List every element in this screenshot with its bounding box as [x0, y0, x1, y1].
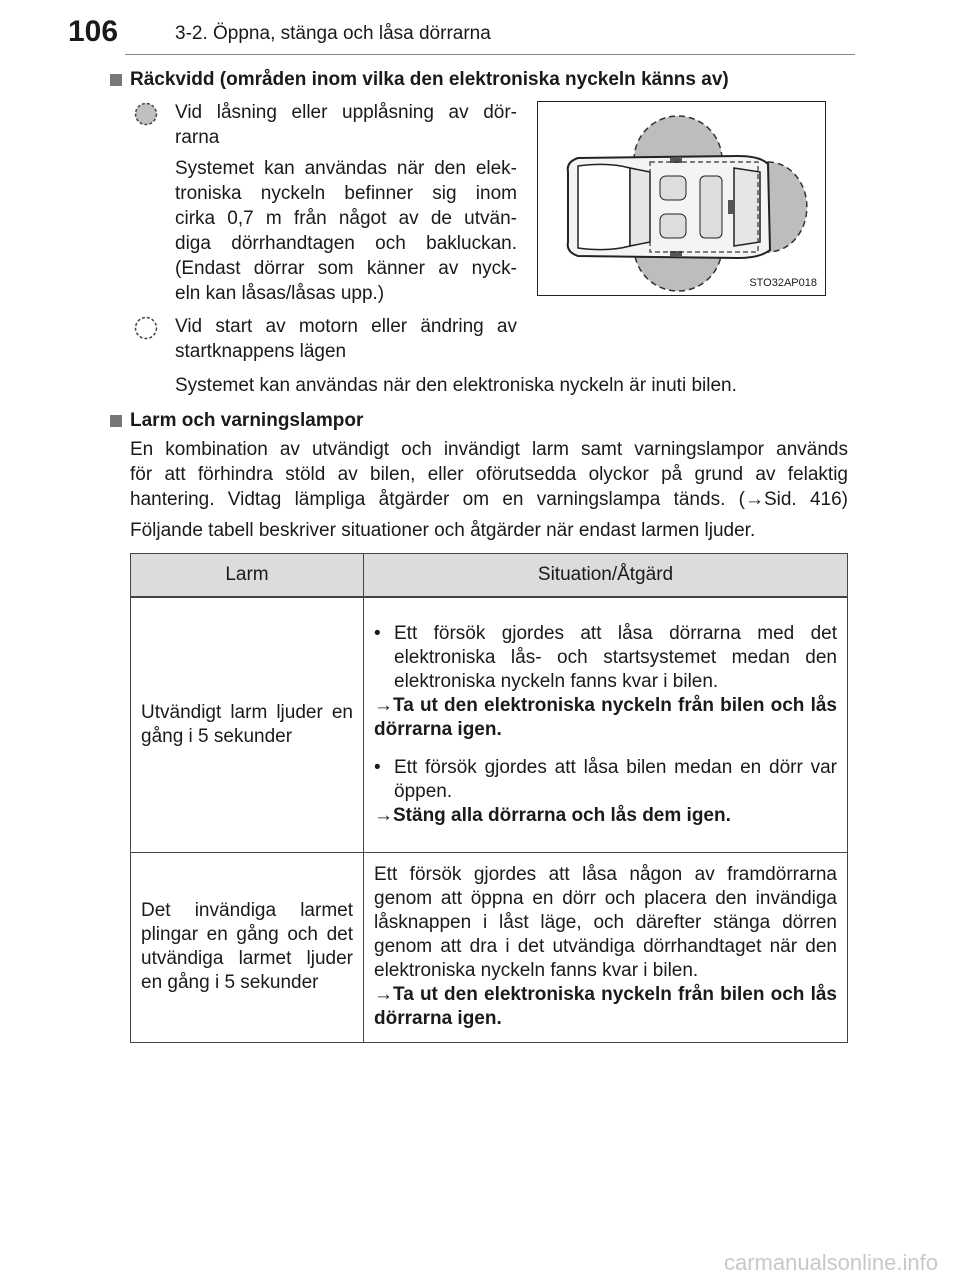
action-text: →Ta ut den elektroniska nyckeln från bilen och lås dörrarna igen.: [374, 984, 837, 1029]
table-row: [131, 852, 848, 1042]
action-text: →Stäng alla dörrarna och lås dem igen.: [374, 804, 731, 826]
item1-title: Vid låsning eller upplåsning av dör- rarna: [175, 102, 517, 148]
column-header-alarm: Larm: [131, 554, 364, 598]
situation-text: Ett försök gjordes att låsa någon av framdörrarna genom att öppna en dörr och placera den invändiga låsknappen i låst läge, och därefter stänga dörren genom att dra i det utvändiga dörrhandtaget när den elektroniska nyckeln fanns kvar i bilen.: [374, 864, 837, 981]
page-number: 106: [68, 15, 119, 48]
table-intro-paragraph: Följande tabell beskriver situationer och åtgärder när endast larmen ljuder.: [130, 520, 756, 541]
dashed-circle-icon: [134, 316, 158, 340]
table-header-row: [131, 554, 848, 598]
alarms-intro-paragraph: En kombination av utvändigt och invändigt larm samt varningslampor används för att förhindra stöld av bilen, eller oförutsedda olyckor på grund av felaktig hantering. Vidtag lämpliga åtgärder om en varningslampa tänds. (→Sid. 416): [130, 439, 848, 510]
section-heading-range: [110, 68, 729, 92]
section-heading-text: Larm och varningslampor: [130, 410, 364, 431]
situation-item: • Ett försök gjordes att låsa bilen medan en dörr var öppen.: [374, 756, 837, 804]
dashed-circle-icon: [134, 102, 158, 126]
situation-cell: [364, 852, 848, 1042]
car-range-figure: [537, 101, 826, 296]
item2-title: Vid start av motorn eller ändring av startknappens lägen: [175, 316, 517, 362]
header-rule: [125, 54, 855, 55]
item1-body: Systemet kan användas när den elek- troniska nyckeln befinner sig inom cirka 0,7 m från något av de utvän- diga dörrhandtagen och bakluckan. (Endast dörrar som känner av nyck- eln kan låsas/låsas upp.): [175, 158, 517, 304]
action-text: →Ta ut den elektroniska nyckeln från bilen och lås dörrarna igen.: [374, 694, 837, 740]
square-bullet-icon: [110, 415, 122, 427]
section-heading-text: Räckvidd (områden inom vilka den elektroniska nyckeln känns av): [130, 69, 729, 90]
item2-body: Systemet kan användas när den elektroniska nyckeln är inuti bilen.: [175, 375, 737, 396]
alarm-table: [130, 553, 848, 1043]
column-header-situation: Situation/Åtgärd: [364, 554, 848, 598]
table-row: [131, 597, 848, 852]
section-heading-alarms: [110, 409, 363, 433]
alarm-cell: Det invändiga larmet plingar en gång och det utvändiga larmet ljuder en gång i 5 sekunder: [131, 852, 364, 1042]
situation-cell: [364, 597, 848, 852]
square-bullet-icon: [110, 74, 122, 86]
alarm-cell: Utvändigt larm ljuder en gång i 5 sekunder: [131, 597, 364, 852]
situation-item: • Ett försök gjordes att låsa dörrarna med det elektroniska lås- och startsystemet medan den elektroniska nyckeln fanns kvar i bilen.: [374, 622, 837, 694]
figure-code: STO32AP018: [749, 277, 817, 289]
chapter-title: 3-2. Öppna, stänga och låsa dörrarna: [175, 23, 491, 44]
car-range-diagram: [538, 102, 824, 294]
watermark: carmanualsonline.info: [723, 1250, 938, 1275]
